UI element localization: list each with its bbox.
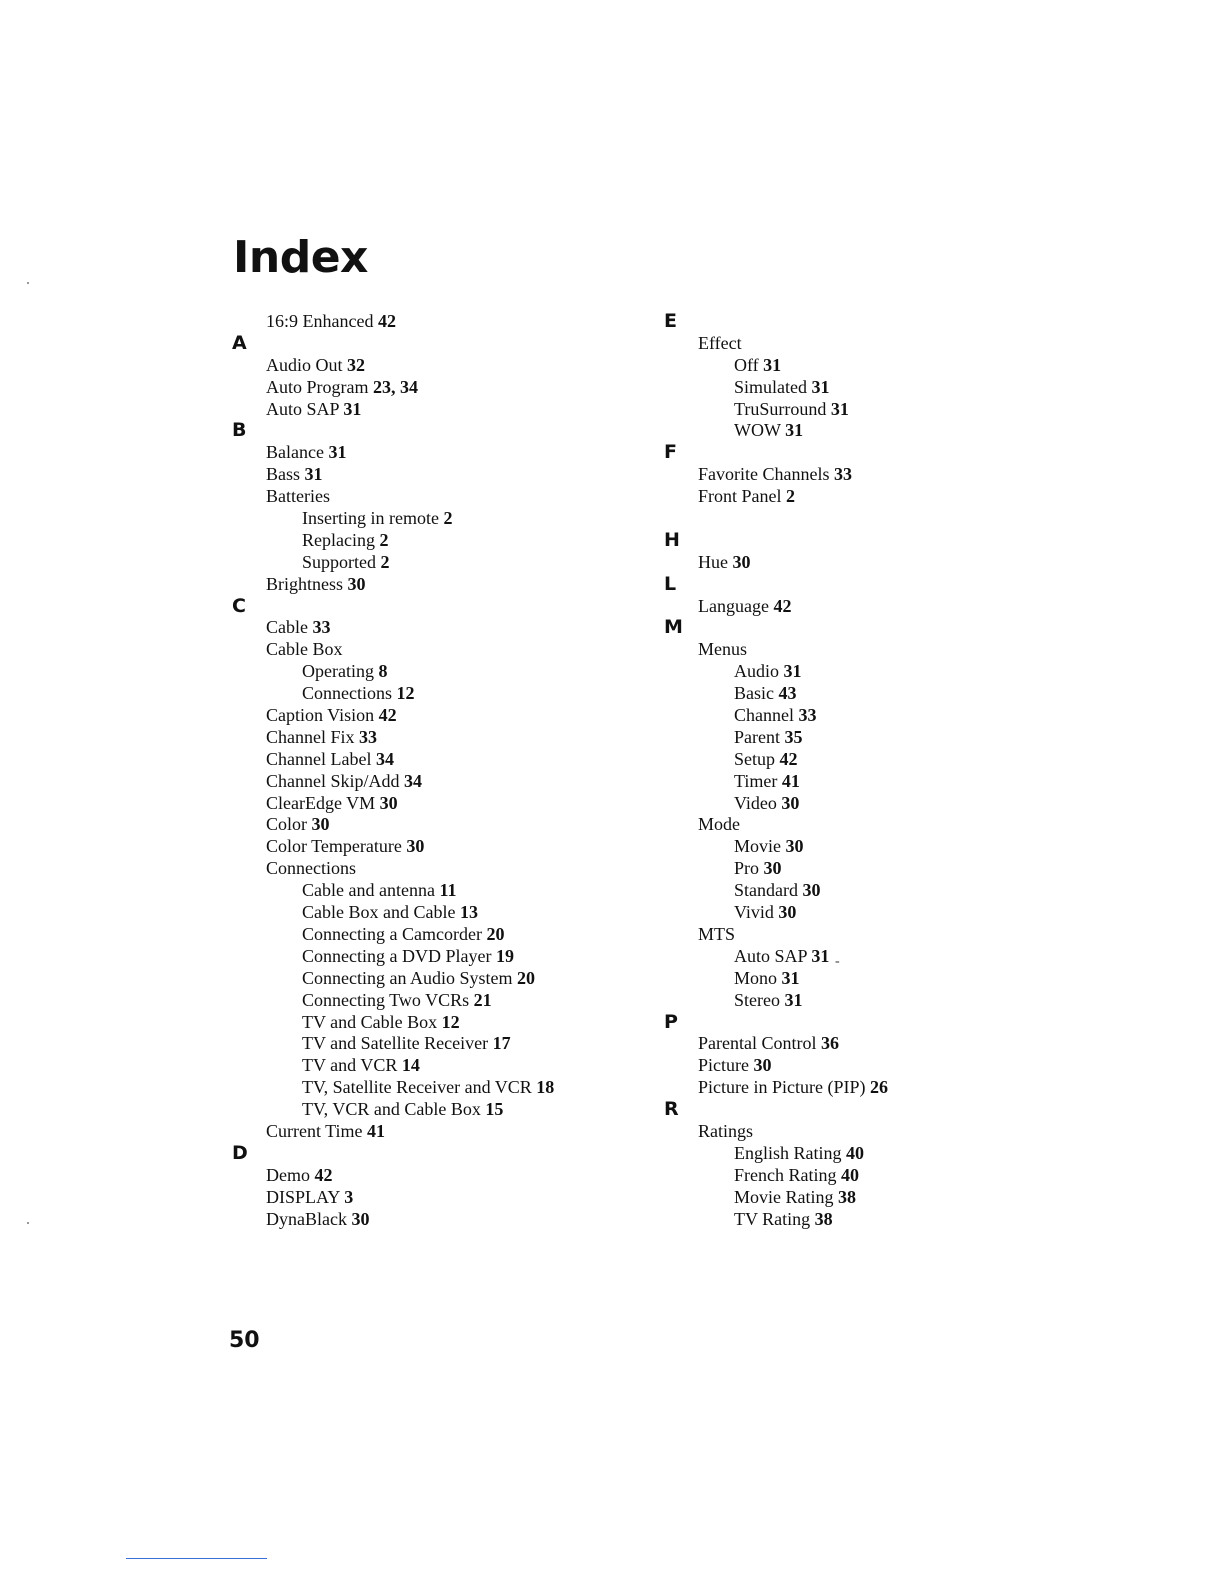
index-term: Auto Program [266,376,369,397]
index-subentry [664,902,1094,924]
index-page-ref: 43 [778,683,797,704]
index-term: Favorite Channels [698,464,830,485]
index-subentry [664,420,1094,442]
index-term: Parent [734,726,780,747]
index-subentry [232,946,662,968]
index-subentry [664,1187,1094,1209]
index-term: Video [734,792,777,813]
index-subentry [664,683,1094,705]
index-subentry [664,355,1094,377]
index-entry [664,464,1094,486]
index-page-ref: 31 [783,661,802,682]
index-entry [664,552,1094,574]
index-subentry [664,749,1094,771]
index-subentry [664,880,1094,902]
index-term: Ratings [698,1120,754,1141]
index-page-ref: 40 [840,1164,859,1185]
index-term: Simulated [734,376,807,397]
index-page-ref: 31 [785,420,804,441]
index-subentry [232,968,662,990]
index-subentry [664,771,1094,793]
index-term: Pro [734,858,760,879]
index-page-ref: 42 [314,1164,333,1185]
index-page-ref: 30 [763,858,782,879]
index-subentry [664,990,1094,1012]
stray-mark: - [835,954,840,969]
index-page-ref: 30 [351,1208,370,1229]
index-term: Channel Fix [266,726,355,747]
index-term: Effect [698,332,742,353]
index-term: Timer [734,770,778,791]
index-term: Language [698,595,769,616]
index-subentry [232,902,662,924]
index-page-ref: 40 [846,1142,864,1163]
index-entry [232,793,662,815]
index-page-ref: 21 [473,989,492,1010]
index-entry [232,1209,662,1231]
index-term: Movie Rating [734,1186,834,1207]
index-entry [232,814,662,836]
index-term: 16:9 Enhanced [266,311,374,331]
index-subentry [232,1012,662,1034]
index-letter-heading: H [664,528,680,551]
index-subentry [664,1165,1094,1187]
index-page-ref: 42 [773,595,792,616]
index-page-ref: 12 [441,1011,460,1032]
index-page-ref: 31 [784,989,803,1010]
index-entry [664,486,1094,508]
index-page-ref: 11 [439,880,457,901]
index-entry [232,311,662,333]
index-subentry [664,377,1094,399]
index-page-ref: 30 [781,792,800,813]
index-term: MTS [698,923,736,944]
index-entry [232,1187,662,1209]
index-term: Audio [734,661,779,682]
index-page-ref: 2 [380,551,390,572]
index-subentry [232,1099,662,1121]
index-subentry [664,858,1094,880]
index-page-ref: 30 [778,902,797,923]
index-entry [664,1077,1094,1099]
index-term: TruSurround [734,398,827,419]
index-term: Audio Out [266,354,343,375]
index-subentry [232,683,662,705]
index-term: Cable Box [266,639,343,660]
index-term: Vivid [734,902,774,923]
index-entry [232,355,662,377]
index-term: Connecting a DVD Player [302,945,492,966]
index-letter-heading: F [664,441,677,464]
index-page-ref: 30 [311,814,330,835]
index-term: Picture [698,1055,749,1076]
index-page-ref: 32 [347,354,365,375]
index-term: TV Rating [734,1208,811,1229]
index-entry [664,924,1094,946]
index-subentry [232,508,662,530]
index-term: WOW [734,420,781,441]
index-page-ref: 35 [784,726,803,747]
index-page-ref: 18 [536,1077,555,1098]
index-column-right [664,311,1094,1230]
index-page-ref: 19 [495,945,514,966]
index-page-ref: 38 [814,1208,833,1229]
index-term: TV and Cable Box [302,1011,438,1032]
index-term: Picture in Picture (PIP) [698,1077,866,1098]
index-page-ref: 8 [378,661,388,682]
index-term: Bass [266,464,301,485]
index-term: Cable and antenna [302,880,435,901]
index-subentry [232,1055,662,1077]
index-page-ref: 41 [367,1120,386,1141]
index-page-ref: 17 [492,1033,511,1054]
index-page-ref: 33 [359,726,377,747]
index-term: Cable Box and Cable [302,902,456,923]
index-entry [232,486,662,508]
index-page-ref: 30 [785,836,804,857]
index-entry [232,705,662,727]
index-entry [232,1121,662,1143]
index-entry [232,377,662,399]
index-page-ref: 30 [347,573,366,594]
index-subentry [232,924,662,946]
index-entry [232,399,662,421]
index-term: Standard [734,880,798,901]
index-subentry [232,1033,662,1055]
index-subentry [232,990,662,1012]
index-subentry [232,1077,662,1099]
index-term: Front Panel [698,486,782,507]
index-letter-heading: P [664,1010,678,1033]
index-page-ref: 23, 34 [373,376,418,397]
index-term: Basic [734,683,774,704]
index-entry [232,574,662,596]
index-page-ref: 15 [485,1099,504,1120]
index-term: Cable [266,617,308,638]
index-term: DynaBlack [266,1208,347,1229]
index-entry [232,749,662,771]
index-term: Channel Skip/Add [266,770,400,791]
index-entry [664,1121,1094,1143]
index-term: Connections [266,858,356,879]
index-term: Movie [734,836,781,857]
index-entry [232,858,662,880]
index-subentry [664,1143,1094,1165]
index-page-ref: 33 [833,464,852,485]
index-page-ref: 20 [486,923,505,944]
index-term: Channel Label [266,748,372,769]
page-number: 50 [229,1328,260,1353]
index-page-ref: 33 [798,705,817,726]
index-term: Caption Vision [266,705,375,726]
index-term: Off [734,354,759,375]
index-page-ref: 30 [406,836,425,857]
index-page-ref: 42 [779,748,798,769]
index-term: Mode [698,814,740,835]
index-letter-heading: R [664,1098,679,1121]
index-letter-heading: M [664,616,683,639]
index-term: Color Temperature [266,836,402,857]
index-page-ref: 30 [753,1055,772,1076]
index-subentry [664,727,1094,749]
index-subentry [664,661,1094,683]
index-page-ref: 2 [786,486,795,507]
index-page-ref: 31 [781,967,800,988]
index-entry [232,464,662,486]
index-term: Mono [734,967,778,988]
index-term: Auto SAP [266,398,339,419]
index-page-ref: 20 [517,967,535,988]
scan-speck [27,282,29,284]
index-page-ref: 31 [304,464,323,485]
index-letter-heading: E [664,310,677,332]
index-term: Operating [302,661,374,682]
index-page-ref: 34 [375,748,394,769]
index-subentry [232,661,662,683]
index-entry [664,814,1094,836]
index-page-ref: 42 [378,705,397,726]
index-entry [232,1165,662,1187]
index-page-ref: 26 [869,1077,888,1098]
index-page-ref: 36 [820,1033,839,1054]
index-page-ref: 38 [838,1186,856,1207]
index-term: Replacing [302,529,375,550]
index-term: Hue [698,551,728,572]
index-term: Inserting in remote [302,508,439,529]
index-subentry [664,1209,1094,1231]
index-letter-heading: C [232,594,246,617]
index-term: Brightness [266,573,344,594]
index-term: ClearEdge VM [266,792,376,813]
index-term: French Rating [734,1164,837,1185]
index-column-left [232,311,662,1230]
index-term: Connecting a Camcorder [302,923,482,944]
index-term: Setup [734,748,776,769]
index-page-ref: 30 [802,880,821,901]
index-entry [232,836,662,858]
index-subentry [232,880,662,902]
index-page-ref: 34 [404,770,422,791]
index-letter-heading: B [232,419,247,442]
index-term: DISPLAY [266,1186,340,1207]
index-term: TV, VCR and Cable Box [302,1099,481,1120]
index-term: Connections [302,683,392,704]
index-term: TV and VCR [302,1055,398,1076]
index-term: Demo [266,1164,310,1185]
index-term: Stereo [734,989,780,1010]
index-page-ref: 31 [763,354,782,375]
index-entry [664,333,1094,355]
index-subentry [664,399,1094,421]
index-subentry [664,793,1094,815]
index-entry [664,639,1094,661]
footer-rule [126,1558,267,1559]
index-term: TV and Satellite Receiver [302,1033,489,1054]
index-page-ref: 31 [830,398,849,419]
index-entry [232,639,662,661]
index-page-ref: 41 [781,770,800,791]
index-entry [232,727,662,749]
index-term: Menus [698,639,747,660]
scan-speck [27,1222,29,1224]
index-page-ref: 14 [401,1055,420,1076]
index-term: Current Time [266,1120,363,1141]
index-page-ref: 31 [811,945,830,966]
index-page-ref: 2 [379,529,389,550]
index-page-ref: 42 [377,311,396,331]
index-term: Connecting Two VCRs [302,989,470,1010]
index-subentry [664,968,1094,990]
index-letter-heading: L [664,572,677,595]
index-page-ref: 13 [459,902,478,923]
index-term: Parental Control [698,1033,817,1054]
index-page-ref: 3 [344,1186,354,1207]
index-entry [664,1055,1094,1077]
page-title: Index [233,232,368,283]
index-page-ref: 31 [811,376,830,397]
index-page-ref: 31 [343,398,362,419]
index-term: English Rating [734,1142,842,1163]
index-page-ref: 2 [443,508,453,529]
index-subentry [232,530,662,552]
index-entry [232,771,662,793]
index-page-ref: 31 [328,442,347,463]
index-subentry [664,946,1094,968]
index-page-ref: 12 [396,683,415,704]
index-page-ref: 30 [732,551,751,572]
index-spacer [664,508,1094,530]
index-term: Auto SAP [734,945,807,966]
index-entry [232,442,662,464]
index-subentry [664,836,1094,858]
index-term: Batteries [266,486,330,507]
index-page-ref: 33 [312,617,331,638]
index-term: Channel [734,705,794,726]
index-subentry [232,552,662,574]
index-letter-heading: A [232,331,247,354]
index-term: Color [266,814,308,835]
index-entry [664,596,1094,618]
index-term: Supported [302,551,376,572]
index-term: Connecting an Audio System [302,967,513,988]
index-entry [232,617,662,639]
index-term: TV, Satellite Receiver and VCR [302,1077,532,1098]
index-entry [664,1033,1094,1055]
index-term: Balance [266,442,324,463]
index-page-ref: 30 [379,792,398,813]
index-letter-heading: D [232,1141,248,1164]
index-subentry [664,705,1094,727]
